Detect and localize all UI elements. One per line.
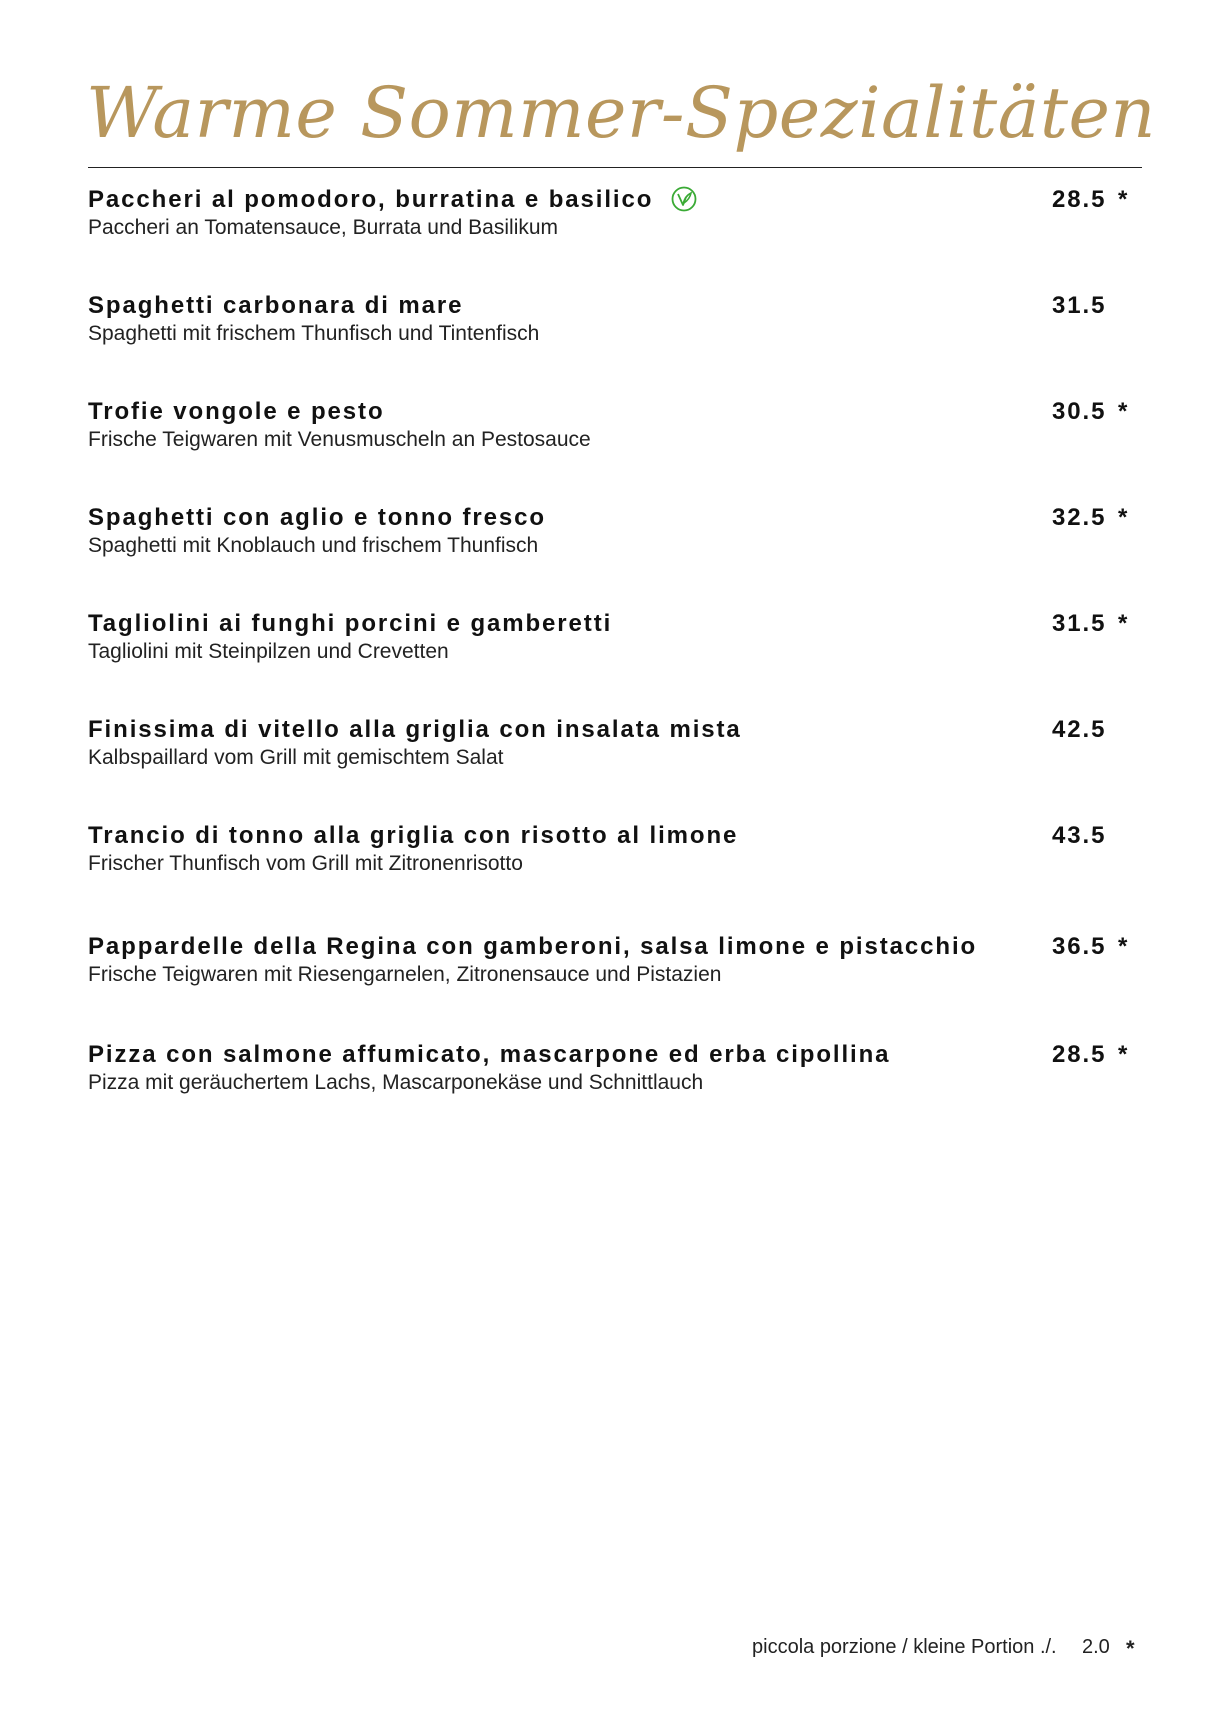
- menu-item-description: Frische Teigwaren mit Venusmuscheln an Pestosauce: [88, 428, 591, 451]
- menu-item: [88, 503, 1148, 569]
- title-divider: [88, 167, 1142, 168]
- menu-item-price: 42.5: [1052, 716, 1107, 743]
- vegetarian-leaf-icon: [671, 186, 697, 212]
- menu-item: [88, 715, 1148, 781]
- menu-item-price: 28.5: [1052, 1041, 1107, 1068]
- menu-item-name: Trofie vongole e pesto: [88, 398, 385, 425]
- menu-item-description: Spaghetti mit frischem Thunfisch und Tintenfisch: [88, 322, 540, 345]
- small-portion-price: 2.0: [1082, 1636, 1110, 1658]
- small-portion-marker: *: [1126, 1636, 1135, 1661]
- menu-item-price: 32.5: [1052, 504, 1107, 531]
- menu-item-price: 31.5: [1052, 292, 1107, 319]
- menu-item-price: 31.5: [1052, 610, 1107, 637]
- menu-item-name: Tagliolini ai funghi porcini e gamberetti: [88, 610, 613, 637]
- menu-item-price: 28.5: [1052, 186, 1107, 213]
- menu-item-description: Tagliolini mit Steinpilzen und Crevetten: [88, 640, 449, 663]
- menu-item-name: Pizza con salmone affumicato, mascarpone ed erba cipollina: [88, 1041, 891, 1068]
- menu-item-description: Paccheri an Tomatensauce, Burrata und Basilikum: [88, 216, 559, 239]
- menu-item-marker: *: [1118, 504, 1128, 531]
- menu-item: [88, 291, 1148, 357]
- menu-item-description: Pizza mit geräuchertem Lachs, Mascarponekäse und Schnittlauch: [88, 1071, 704, 1094]
- menu-item: [88, 932, 1148, 998]
- menu-item-description: Spaghetti mit Knoblauch und frischem Thunfisch: [88, 534, 539, 557]
- menu-item-price: 36.5: [1052, 933, 1107, 960]
- menu-item-marker: *: [1118, 398, 1128, 425]
- menu-item-name: Trancio di tonno alla griglia con risotto al limone: [88, 822, 739, 849]
- menu-item-description: Frischer Thunfisch vom Grill mit Zitronenrisotto: [88, 852, 523, 875]
- menu-item-price: 43.5: [1052, 822, 1107, 849]
- small-portion-note: piccola porzione / kleine Portion ./.: [752, 1636, 1057, 1658]
- menu-item: [88, 397, 1148, 463]
- menu-item: [88, 609, 1148, 675]
- menu-item-name: Paccheri al pomodoro, burratina e basilico: [88, 186, 654, 213]
- menu-item-name-row: [88, 185, 697, 215]
- menu-item: [88, 1040, 1148, 1106]
- menu-item: [88, 821, 1148, 887]
- menu-item-name: Pappardelle della Regina con gamberoni, salsa limone e pistacchio: [88, 933, 978, 960]
- menu-item-marker: *: [1118, 1041, 1128, 1068]
- menu-item: [88, 185, 1148, 251]
- menu-item-name: Spaghetti carbonara di mare: [88, 292, 464, 319]
- menu-item-description: Frische Teigwaren mit Riesengarnelen, Zitronensauce und Pistazien: [88, 963, 722, 986]
- menu-item-marker: *: [1118, 933, 1128, 960]
- menu-item-price: 30.5: [1052, 398, 1107, 425]
- menu-item-marker: *: [1118, 610, 1128, 637]
- menu-item-description: Kalbspaillard vom Grill mit gemischtem Salat: [88, 746, 504, 769]
- menu-item-name: Spaghetti con aglio e tonno fresco: [88, 504, 546, 531]
- menu-item-marker: *: [1118, 186, 1128, 213]
- page-title: Warme Sommer-Spezialitäten: [86, 72, 1156, 154]
- menu-item-name: Finissima di vitello alla griglia con insalata mista: [88, 716, 742, 743]
